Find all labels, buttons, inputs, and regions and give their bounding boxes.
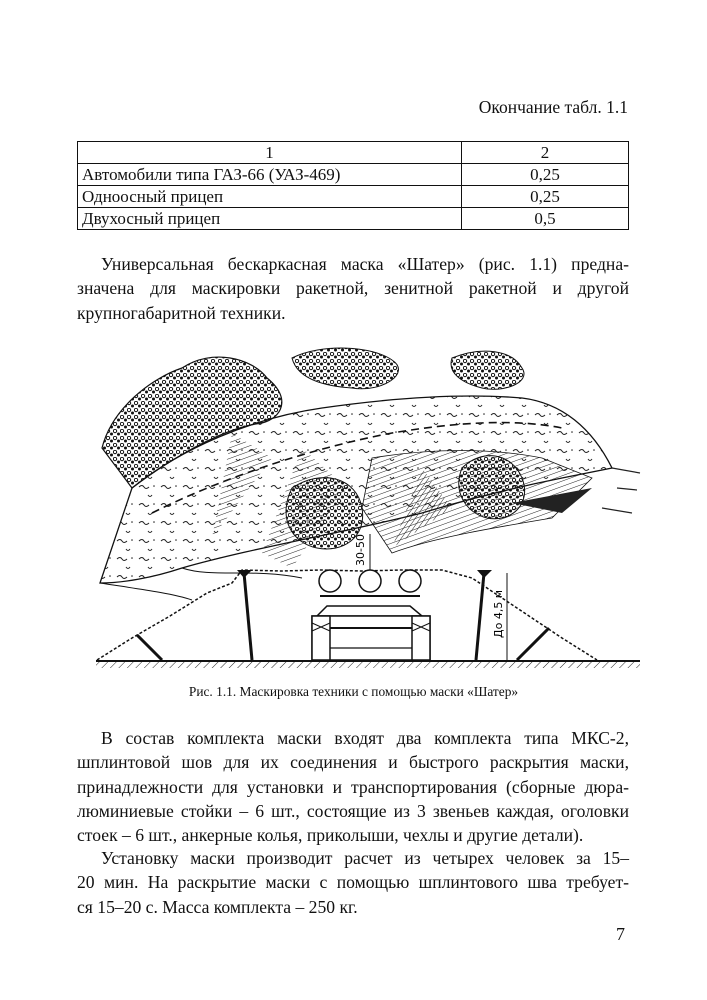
table-continuation-label: Окончание табл. 1.1 — [478, 97, 628, 117]
paragraph-line: ся 15–20 с. Масса комплекта – 250 кг. — [77, 896, 358, 917]
table-cell-vehicle: Одноосный прицеп — [78, 186, 462, 208]
table-header-row — [78, 142, 629, 164]
paragraph-line: люминиевые стойки – 6 шт., состоящие из 3 звеньев каждая, оголовки — [77, 800, 629, 821]
paragraph-line: принадлежности для установки и транспортирования (сборные дюра- — [77, 776, 629, 797]
table-row — [78, 208, 629, 230]
figure-caption: Рис. 1.1. Маскировка техники с помощью маски «Шатер» — [188, 684, 519, 699]
page-number: 7 — [616, 924, 625, 944]
paragraph-intro — [77, 252, 629, 325]
paragraph-installation — [77, 846, 629, 919]
paragraph-line: Установку маски производит расчет из четырех человек за 15– — [101, 848, 629, 868]
table-cell-vehicle: Двухосный прицеп — [78, 208, 462, 230]
table-row — [78, 186, 629, 208]
dimension-gap-label: 30-50 — [354, 534, 367, 566]
table-row — [78, 164, 629, 186]
data-table — [77, 141, 629, 230]
table-cell-value: 0,25 — [462, 164, 629, 186]
paragraph-line: шплинтовой шов для их соединения и быстрого раскрытия маски, — [77, 752, 629, 773]
table-cell-value: 0,5 — [462, 208, 629, 230]
paragraph-line: 20 мин. На раскрытие маски с помощью шплинтового шва требует- — [77, 872, 629, 893]
table-cell-value: 0,25 — [462, 186, 629, 208]
paragraph-kit-contents — [77, 726, 629, 847]
paragraph-line: стоек – 6 шт., анкерные колья, приколыши, чехлы и другие детали). — [77, 825, 584, 846]
table-header-cell: 2 — [462, 142, 629, 164]
dimension-height-label: До 4,5 м — [492, 589, 505, 638]
paragraph-line: значена для маскировки ракетной, зенитной ракетной и другой — [77, 278, 629, 299]
paragraph-line: Универсальная бескаркасная маска «Шатер» (рис. 1.1) предна- — [101, 254, 629, 274]
camouflage-illustration — [92, 338, 644, 674]
paragraph-line: В состав комплекта маски входят два комплекта типа МКС-2, — [101, 728, 629, 748]
table-cell-vehicle: Автомобили типа ГАЗ-66 (УАЗ-469) — [78, 164, 462, 186]
paragraph-line: крупногабаритной техники. — [77, 302, 286, 323]
table-header-cell: 1 — [78, 142, 462, 164]
